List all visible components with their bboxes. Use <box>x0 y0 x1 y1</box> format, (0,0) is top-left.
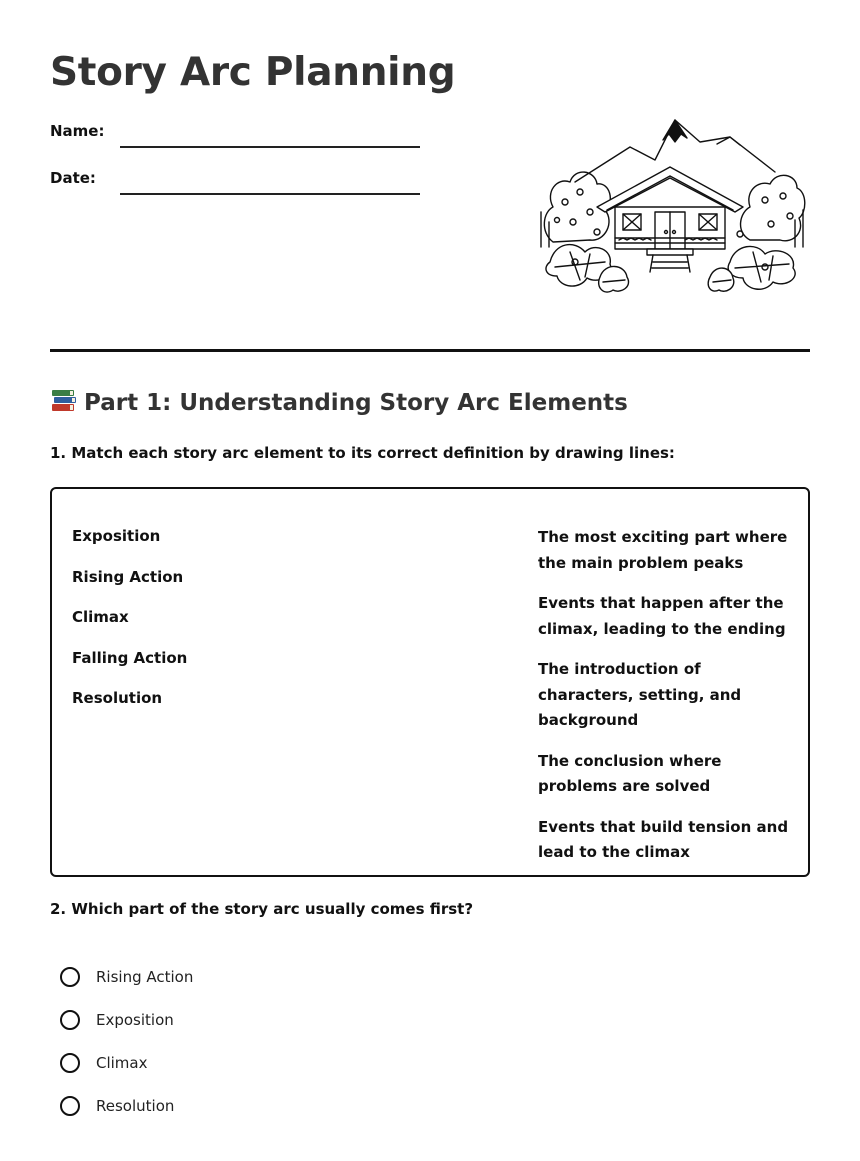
q2-option[interactable] <box>60 1093 193 1136</box>
q2-option[interactable] <box>60 1007 193 1050</box>
worksheet-page <box>50 0 810 1161</box>
option-label: Climax <box>96 1054 148 1072</box>
term-item[interactable]: Climax <box>72 608 129 626</box>
part1-heading <box>50 388 628 416</box>
header-divider <box>50 349 810 352</box>
term-item[interactable]: Exposition <box>72 527 161 545</box>
definition-item[interactable]: The most exciting part where the main problem peaks <box>538 528 788 572</box>
part1-heading-text: Part 1: Understanding Story Arc Elements <box>84 390 628 416</box>
definitions-column <box>538 525 794 881</box>
q1-prompt: 1. Match each story arc element to its correct definition by drawing lines: <box>50 444 675 462</box>
option-label: Rising Action <box>96 968 194 986</box>
definition-item[interactable]: The introduction of characters, setting, and background <box>538 660 742 729</box>
q2-options <box>60 964 193 1136</box>
page-title: Story Arc Planning <box>50 50 456 95</box>
term-item[interactable]: Falling Action <box>72 648 188 667</box>
term-item[interactable]: Resolution <box>72 689 163 707</box>
books-icon <box>50 388 78 414</box>
radio-button[interactable] <box>60 1053 80 1073</box>
option-label: Exposition <box>96 1011 174 1029</box>
date-input-line[interactable] <box>120 193 420 195</box>
date-label: Date: <box>50 169 96 187</box>
radio-button[interactable] <box>60 1010 80 1030</box>
option-label: Resolution <box>96 1097 175 1115</box>
definition-item[interactable]: Events that happen after the climax, leading to the ending <box>538 594 786 638</box>
q2-option[interactable] <box>60 964 193 1007</box>
radio-button[interactable] <box>60 967 80 987</box>
house-in-forest-illustration <box>535 112 810 302</box>
radio-button[interactable] <box>60 1096 80 1116</box>
matching-box <box>50 487 810 877</box>
name-input-line[interactable] <box>120 146 420 148</box>
term-item[interactable]: Rising Action <box>72 567 184 586</box>
definition-item[interactable]: The conclusion where problems are solved <box>538 751 722 795</box>
name-label: Name: <box>50 122 105 140</box>
date-field <box>50 169 420 199</box>
definition-item[interactable]: Events that build tension and lead to the climax <box>538 817 789 861</box>
terms-column <box>72 525 332 728</box>
name-field <box>50 122 420 152</box>
q2-option[interactable] <box>60 1050 193 1093</box>
q2-prompt: 2. Which part of the story arc usually comes first? <box>50 900 474 918</box>
